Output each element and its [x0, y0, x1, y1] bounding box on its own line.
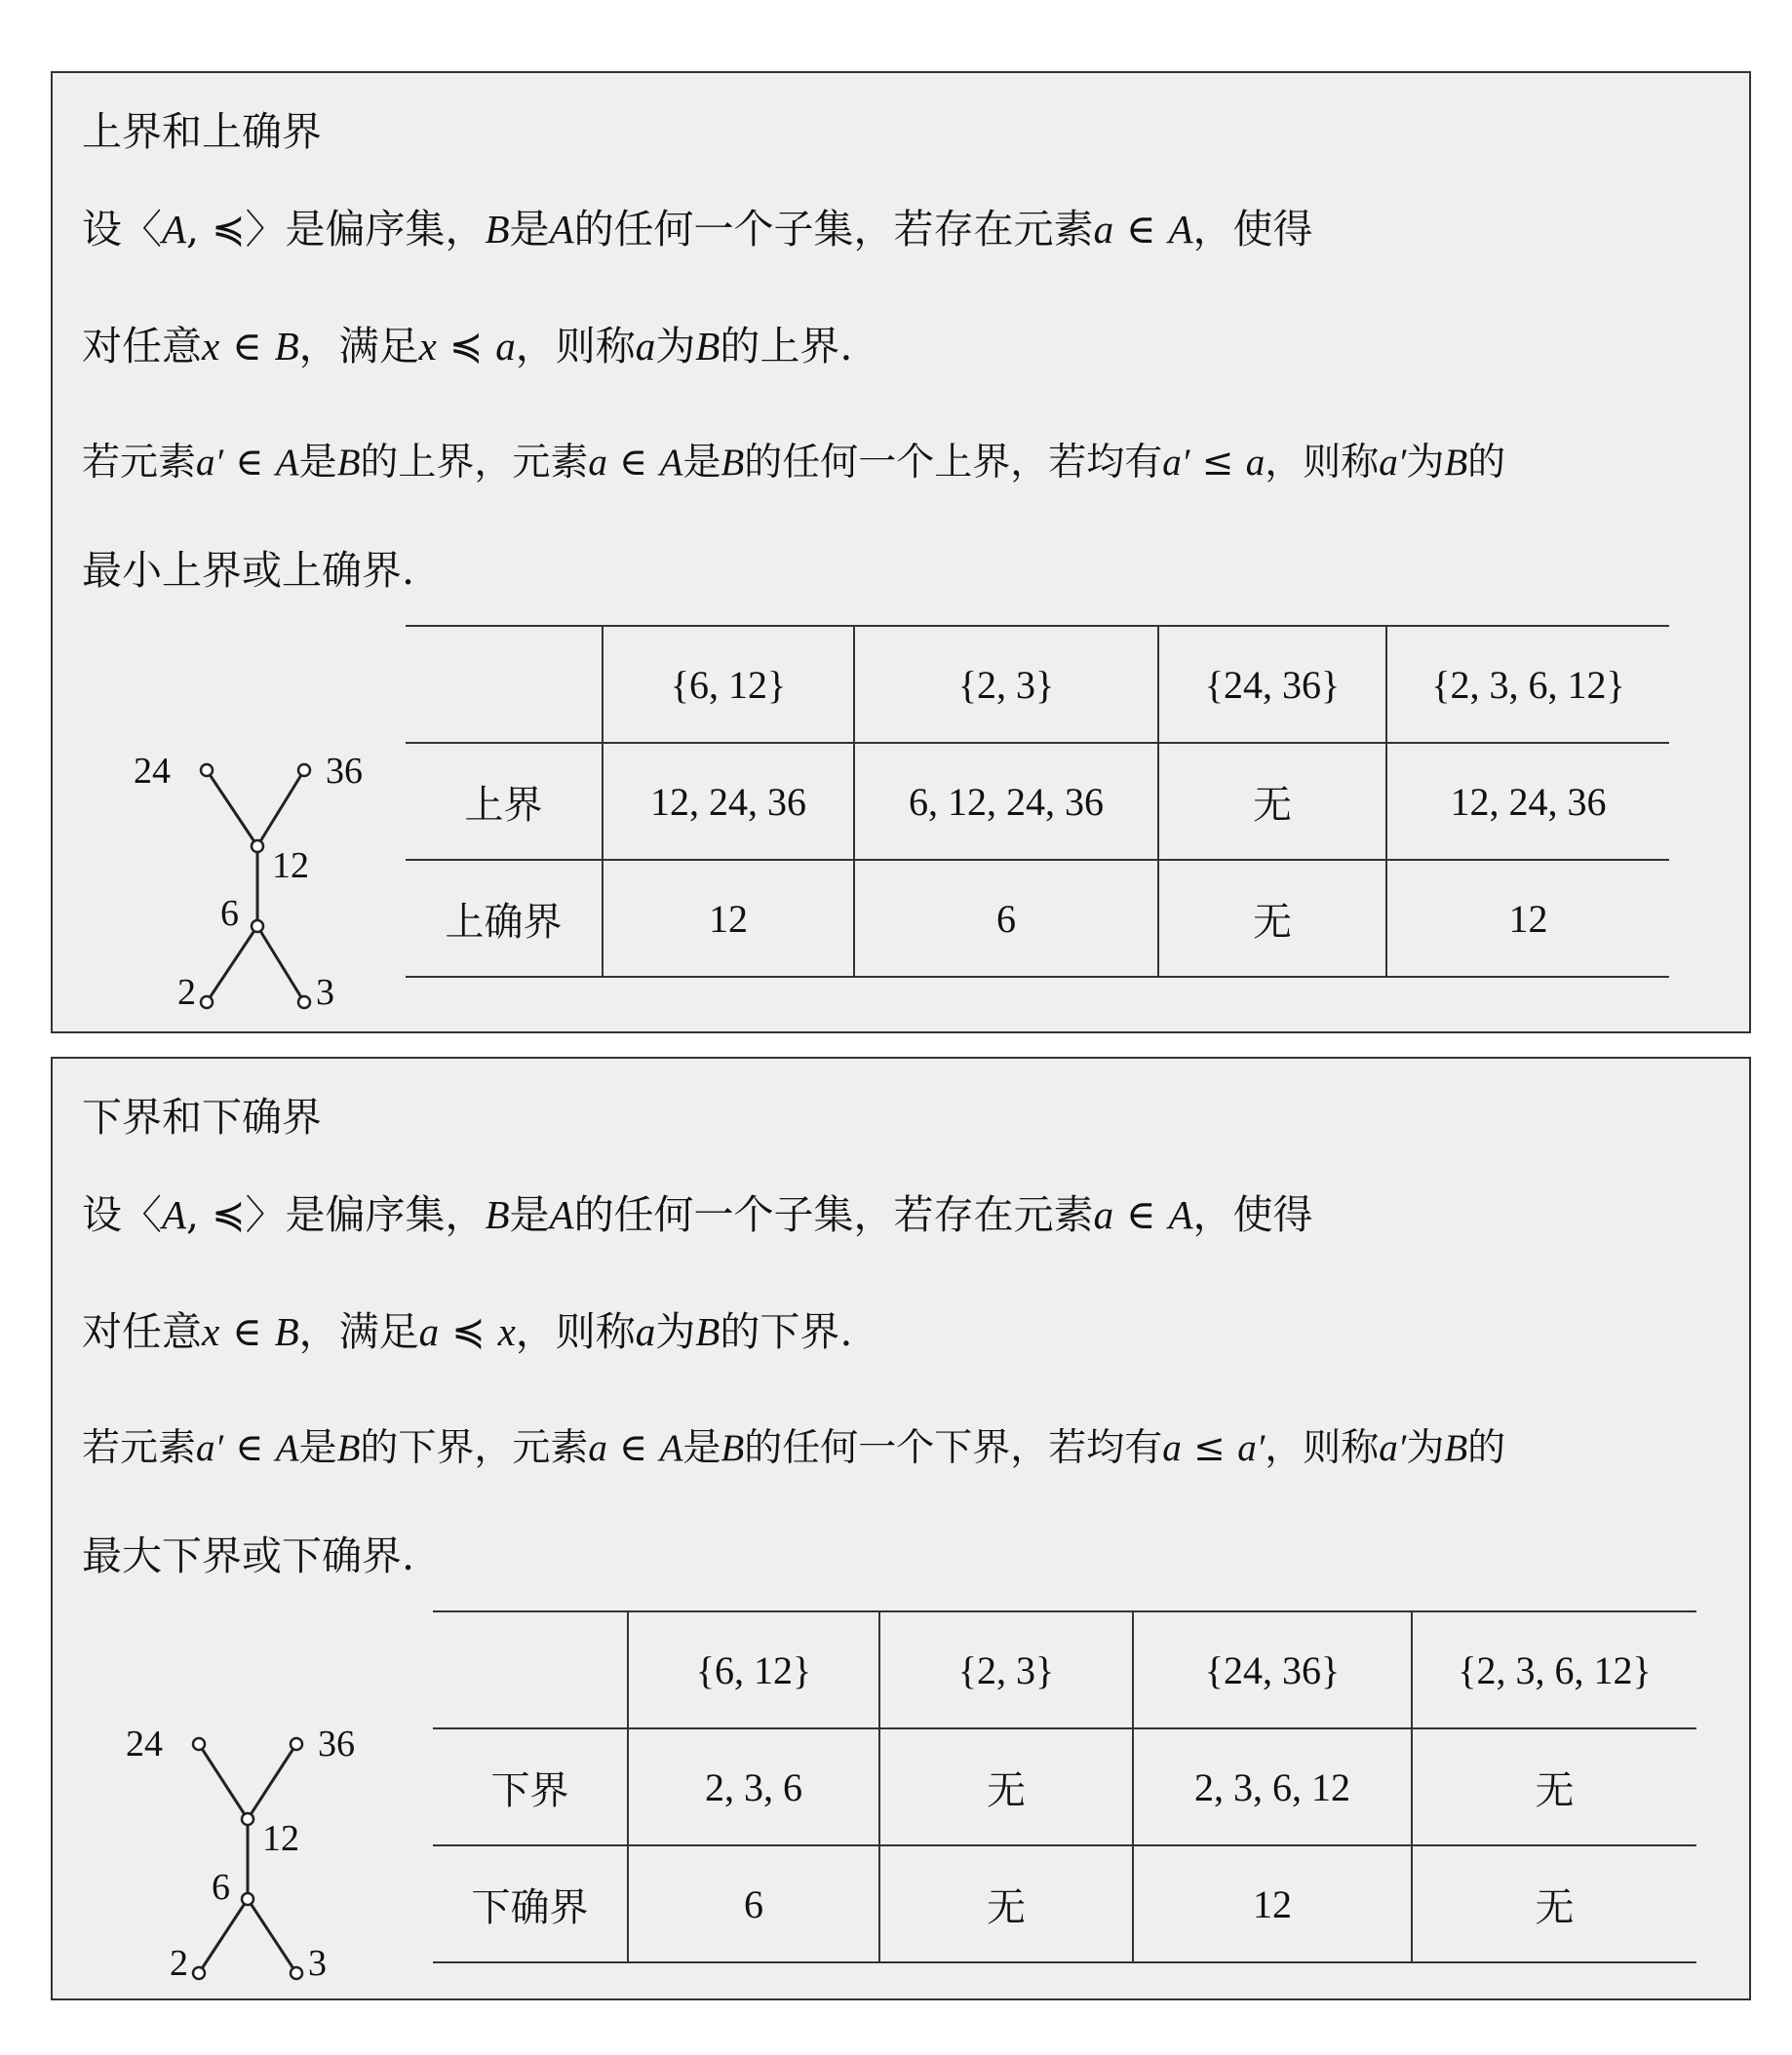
hasse-node-24: [193, 1738, 205, 1750]
hasse-edge: [207, 770, 257, 846]
hasse-node-36: [291, 1738, 302, 1750]
row-label: 下界: [433, 1728, 628, 1845]
table-header-cell: [406, 626, 603, 743]
hasse-edge: [207, 926, 257, 1002]
upper-definition-line-4: 最小上界或上确界.: [82, 547, 415, 594]
table-cell: 2, 3, 6: [628, 1728, 879, 1845]
table-cell: 无: [1158, 743, 1386, 860]
row-label: 上确界: [406, 860, 603, 977]
table-cell: 无: [1412, 1728, 1696, 1845]
hasse-node-2: [193, 1967, 205, 1979]
table-row: [433, 1845, 1696, 1962]
lower-hasse-diagram: [111, 1644, 443, 1995]
upper-definition-line-2: 对任意x ∈ B，满足x ≼ a，则称a为B的上界.: [82, 323, 853, 369]
hasse-label-24: 24: [126, 1724, 163, 1764]
table-row: [406, 860, 1669, 977]
table-cell: 12: [1133, 1845, 1412, 1962]
hasse-label-2: 2: [177, 972, 196, 1013]
table-cell: 无: [1158, 860, 1386, 977]
hasse-node-3: [298, 996, 310, 1008]
hasse-label-6: 6: [220, 893, 239, 934]
hasse-edge: [248, 1899, 296, 1973]
hasse-edge: [248, 1744, 296, 1819]
table-cell: 2, 3, 6, 12: [1133, 1728, 1412, 1845]
table-row: [406, 743, 1669, 860]
hasse-node-2: [201, 996, 213, 1008]
hasse-label-3: 3: [316, 972, 334, 1013]
table-header-cell: {2, 3}: [854, 626, 1158, 743]
upper-section-title: 上界和上确界: [82, 108, 322, 155]
table-cell: 6, 12, 24, 36: [854, 743, 1158, 860]
row-label: 上界: [406, 743, 603, 860]
hasse-edge: [257, 926, 304, 1002]
table-cell: 6: [628, 1845, 879, 1962]
table-header-row: [406, 626, 1669, 743]
table-cell: 无: [879, 1845, 1133, 1962]
lower-definition-line-2: 对任意x ∈ B，满足a ≼ x，则称a为B的下界.: [82, 1308, 853, 1355]
hasse-label-24: 24: [134, 751, 171, 792]
lower-definition-line-1: 设〈A, ≼〉是偏序集，B是A的任何一个子集，若存在元素a ∈ A，使得: [82, 1191, 1313, 1238]
lower-definition-line-4: 最大下界或下确界.: [82, 1532, 415, 1579]
table-header-cell: {24, 36}: [1133, 1611, 1412, 1728]
table-header-cell: [433, 1611, 628, 1728]
table-cell: 无: [1412, 1845, 1696, 1962]
hasse-edge: [257, 770, 304, 846]
hasse-label-3: 3: [308, 1943, 327, 1984]
hasse-edge: [199, 1899, 248, 1973]
hasse-node-3: [291, 1967, 302, 1979]
table-cell: 12: [1386, 860, 1669, 977]
row-label: 下确界: [433, 1845, 628, 1962]
table-header-cell: {2, 3, 6, 12}: [1386, 626, 1669, 743]
table-cell: 无: [879, 1728, 1133, 1845]
upper-bound-box: [51, 71, 1751, 1033]
lower-bound-box: [51, 1057, 1751, 2000]
table-header-cell: {2, 3}: [879, 1611, 1133, 1728]
hasse-node-12: [242, 1813, 253, 1825]
hasse-label-6: 6: [212, 1867, 230, 1908]
hasse-label-12: 12: [262, 1818, 299, 1859]
table-cell: 6: [854, 860, 1158, 977]
table-header-row: [433, 1611, 1696, 1728]
hasse-label-36: 36: [318, 1724, 355, 1764]
hasse-node-24: [201, 764, 213, 776]
hasse-node-36: [298, 764, 310, 776]
table-row: [433, 1728, 1696, 1845]
hasse-label-12: 12: [272, 845, 309, 886]
upper-hasse-diagram: [111, 658, 443, 1028]
hasse-label-36: 36: [326, 751, 363, 792]
table-header-cell: {24, 36}: [1158, 626, 1386, 743]
hasse-node-6: [242, 1893, 253, 1905]
hasse-edge: [199, 1744, 248, 1819]
hasse-label-2: 2: [170, 1943, 188, 1984]
upper-definition-line-1: 设〈A, ≼〉是偏序集，B是A的任何一个子集，若存在元素a ∈ A，使得: [82, 206, 1313, 252]
table-header-cell: {2, 3, 6, 12}: [1412, 1611, 1696, 1728]
table-header-cell: {6, 12}: [603, 626, 854, 743]
upper-definition-line-3: 若元素a′ ∈ A是B的上界，元素a ∈ A是B的任何一个上界，若均有a′ ≤ a，则称a′为B的: [82, 441, 1506, 485]
table-cell: 12, 24, 36: [603, 743, 854, 860]
lower-section-title: 下界和下确界: [82, 1094, 322, 1141]
lower-bound-table: [433, 1610, 1696, 1963]
table-header-cell: {6, 12}: [628, 1611, 879, 1728]
table-cell: 12: [603, 860, 854, 977]
hasse-node-12: [252, 840, 263, 852]
hasse-node-6: [252, 920, 263, 932]
table-cell: 12, 24, 36: [1386, 743, 1669, 860]
upper-bound-table: [406, 625, 1669, 978]
lower-definition-line-3: 若元素a′ ∈ A是B的下界，元素a ∈ A是B的任何一个下界，若均有a ≤ a′，则称a′为B的: [82, 1426, 1506, 1470]
